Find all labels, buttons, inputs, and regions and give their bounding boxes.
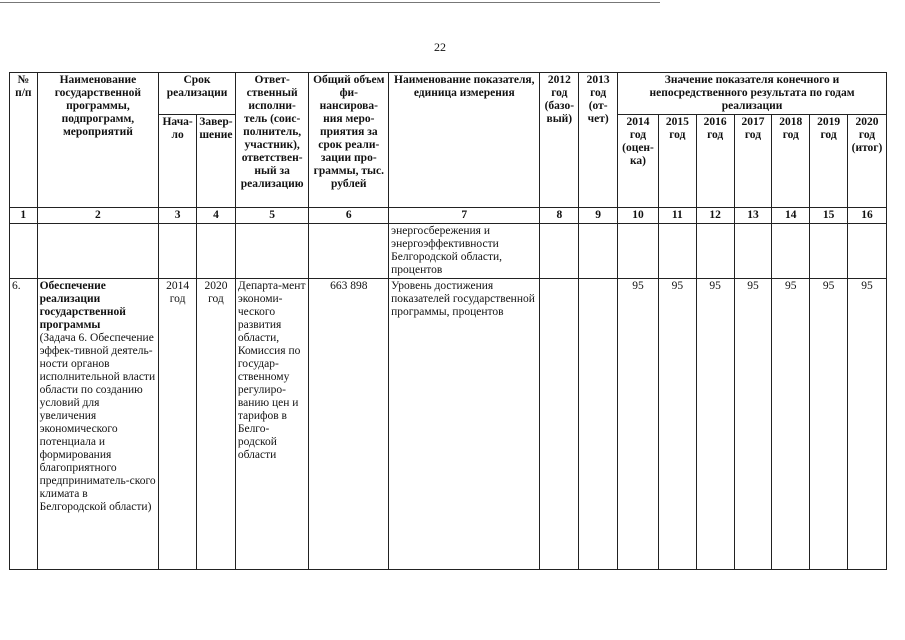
column-number: 16 [848,208,887,224]
value-2018: 95 [772,279,810,570]
column-number: 13 [734,208,772,224]
indicators-table [9,72,887,570]
start-year: 2014 год [159,279,197,570]
column-number: 5 [235,208,309,224]
column-number: 14 [772,208,810,224]
value-2012 [540,279,579,570]
header-start: Нача-ло [159,115,197,208]
header-indicator: Наименование показателя, единица измерения [389,73,540,208]
top-rule [0,2,660,3]
value-2019: 95 [810,279,848,570]
funding-amount: 663 898 [309,279,389,570]
header-num: № п/п [10,73,38,208]
continuation-indicator: энергосбережения и энергоэффективности Белгородской области, процентов [389,224,540,279]
header-year-2014: 2014 год (оцен-ка) [618,115,659,208]
column-number: 12 [696,208,734,224]
header-2012: 2012 год (базо-вый) [540,73,579,208]
header-year-2019: 2019 год [810,115,848,208]
header-2013: 2013 год (от-чет) [579,73,618,208]
indicator-name: Уровень достижения показателей государственной программы, процентов [389,279,540,570]
row-number: 6. [10,279,38,570]
column-number: 15 [810,208,848,224]
header-term: Срок реализации [159,73,236,115]
header-year-2017: 2017 год [734,115,772,208]
header-name: Наименование государственной программы, подпрограмм, мероприятий [37,73,159,208]
program-name-task: (Задача 6. Обеспечение эффек-тивной деятель-ности органов исполнительной власти области по созданию условий для увеличения экономического потенциала и формирования благоприятного предприниматель-ского климата в Белгородской области) [39,332,156,513]
column-number: 1 [10,208,38,224]
continuation-row [10,224,887,279]
header-year-2018: 2018 год [772,115,810,208]
column-number: 8 [540,208,579,224]
column-number: 7 [389,208,540,224]
header-responsible: Ответ-ственный исполни-тель (соис-полнитель, участник), ответствен-ный за реализацию [235,73,309,208]
value-2015: 95 [658,279,696,570]
table-row [10,279,887,570]
column-number: 11 [658,208,696,224]
value-2016: 95 [696,279,734,570]
column-number: 10 [618,208,659,224]
value-2017: 95 [734,279,772,570]
column-number: 9 [579,208,618,224]
page-number: 22 [434,40,446,54]
program-name-bold: Обеспечение реализации государственной программы [39,280,126,331]
column-number: 3 [159,208,197,224]
header-funding: Общий объем фи-нансирова-ния меро-приятия за срок реали-зации про-граммы, тыс. рублей [309,73,389,208]
column-number-row [10,208,887,224]
header-row-1 [10,73,887,115]
column-number: 2 [37,208,159,224]
value-2013 [579,279,618,570]
header-end: Завер-шение [197,115,236,208]
end-year: 2020 год [197,279,236,570]
header-year-2020: 2020 год (итог) [848,115,887,208]
column-number: 6 [309,208,389,224]
column-number: 4 [197,208,236,224]
header-year-2016: 2016 год [696,115,734,208]
header-year-2015: 2015 год [658,115,696,208]
program-name-cell [37,279,159,570]
value-2020: 95 [848,279,887,570]
responsible-executor: Департа-мент экономи-ческого развития области, Комиссия по государ-ственному регулиро-ванию цен и тарифов в Белго-родской области [235,279,309,570]
value-2014: 95 [618,279,659,570]
header-values: Значение показателя конечного и непосредственного результата по годам реализации [618,73,887,115]
